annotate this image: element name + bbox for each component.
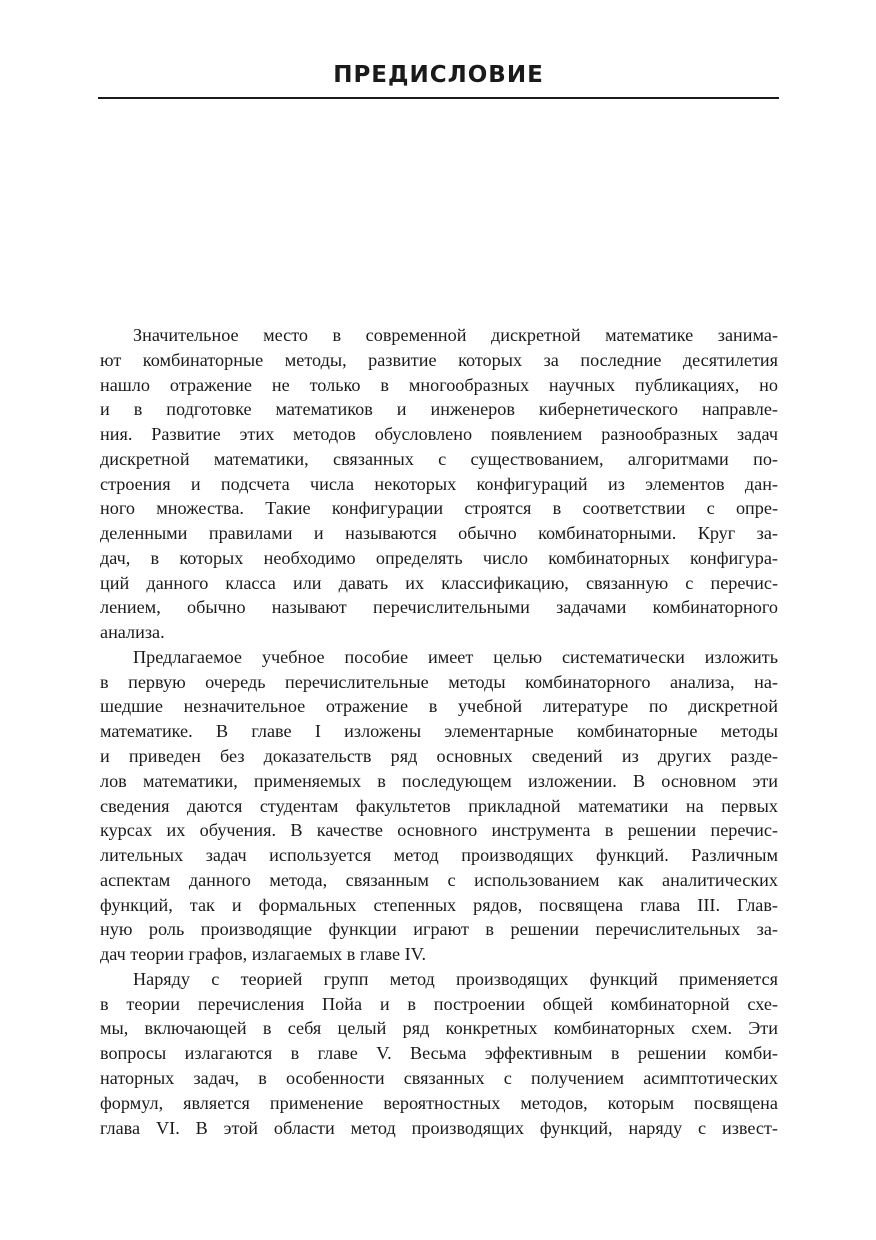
text-line: строения и подсчета числа некоторых конфигураций из элементов дан- (100, 473, 778, 494)
text-line: сведения даются студентам факультетов прикладной математики на первых (100, 795, 778, 816)
text-line: ют комбинаторные методы, развитие которых за последние десятилетия (100, 349, 778, 370)
text-line: дач теории графов, излагаемых в главе IV. (100, 944, 427, 965)
text-line: аспектам данного метода, связанным с использованием как аналитических (100, 869, 778, 890)
preface-body (100, 323, 778, 1140)
text-line: и в подготовке математиков и инженеров кибернетического направле- (100, 399, 778, 420)
text-line: мы, включающей в себя целый ряд конкретных комбинаторных схем. Эти (100, 1018, 778, 1039)
page-title: ПРЕДИСЛОВИЕ (333, 62, 544, 88)
title-underline-rule (98, 97, 779, 99)
text-line: лов математики, применяемых в последующем изложении. В основном эти (100, 770, 778, 791)
text-line: деленными правилами и называются обычно комбинаторными. Круг за- (100, 523, 778, 544)
text-line: и приведен без доказательств ряд основных сведений из других разде- (100, 746, 778, 767)
text-line: ций данного класса или давать их классификацию, связанную с перечис- (100, 572, 778, 593)
paragraph-1 (100, 323, 778, 645)
text-line: лительных задач используется метод производящих функций. Различным (100, 845, 778, 866)
text-line: математике. В главе I изложены элементарные комбинаторные методы (100, 721, 778, 742)
text-line: в теории перечисления Пойа и в построении общей комбинаторной схе- (100, 993, 778, 1014)
text-line: анализа. (100, 622, 165, 643)
paragraph-2 (100, 645, 778, 967)
text-line: глава VI. В этой области метод производящих функций, наряду с извест- (100, 1117, 778, 1138)
text-line: нашло отражение не только в многообразных научных публикациях, но (100, 374, 778, 395)
text-line: шедшие незначительное отражение в учебной литературе по дискретной (100, 696, 778, 717)
text-line: ного множества. Такие конфигурации строятся в соответствии с опре- (100, 498, 778, 519)
text-line: вопросы излагаются в главе V. Весьма эффективным в решении комби- (100, 1043, 778, 1064)
text-line: дискретной математики, связанных с существованием, алгоритмами по- (100, 448, 778, 469)
text-line: ния. Развитие этих методов обусловлено появлением разнообразных задач (100, 424, 778, 445)
text-line: Значительное место в современной дискретной математике занима- (133, 325, 778, 345)
text-line: в первую очередь перечислительные методы комбинаторного анализа, на- (100, 671, 778, 692)
text-line: формул, является применение вероятностных методов, которым посвящена (100, 1092, 778, 1113)
text-line: лением, обычно называют перечислительными задачами комбинаторного (100, 597, 778, 618)
paragraph-3 (100, 967, 778, 1140)
text-line: Наряду с теорией групп метод производящих функций применяется (133, 968, 778, 989)
text-line: курсах их обучения. В качестве основного инструмента в решении перечис- (100, 820, 778, 841)
text-line: наторных задач, в особенности связанных с получением асимптотических (100, 1067, 778, 1088)
text-line: ную роль производящие функции играют в решении перечислительных за- (100, 919, 778, 940)
text-line: дач, в которых необходимо определять число комбинаторных конфигура- (100, 547, 778, 568)
text-line: функций, так и формальных степенных рядов, посвящена глава III. Глав- (100, 894, 778, 915)
text-line: Предлагаемое учебное пособие имеет целью систематически изложить (133, 646, 778, 667)
